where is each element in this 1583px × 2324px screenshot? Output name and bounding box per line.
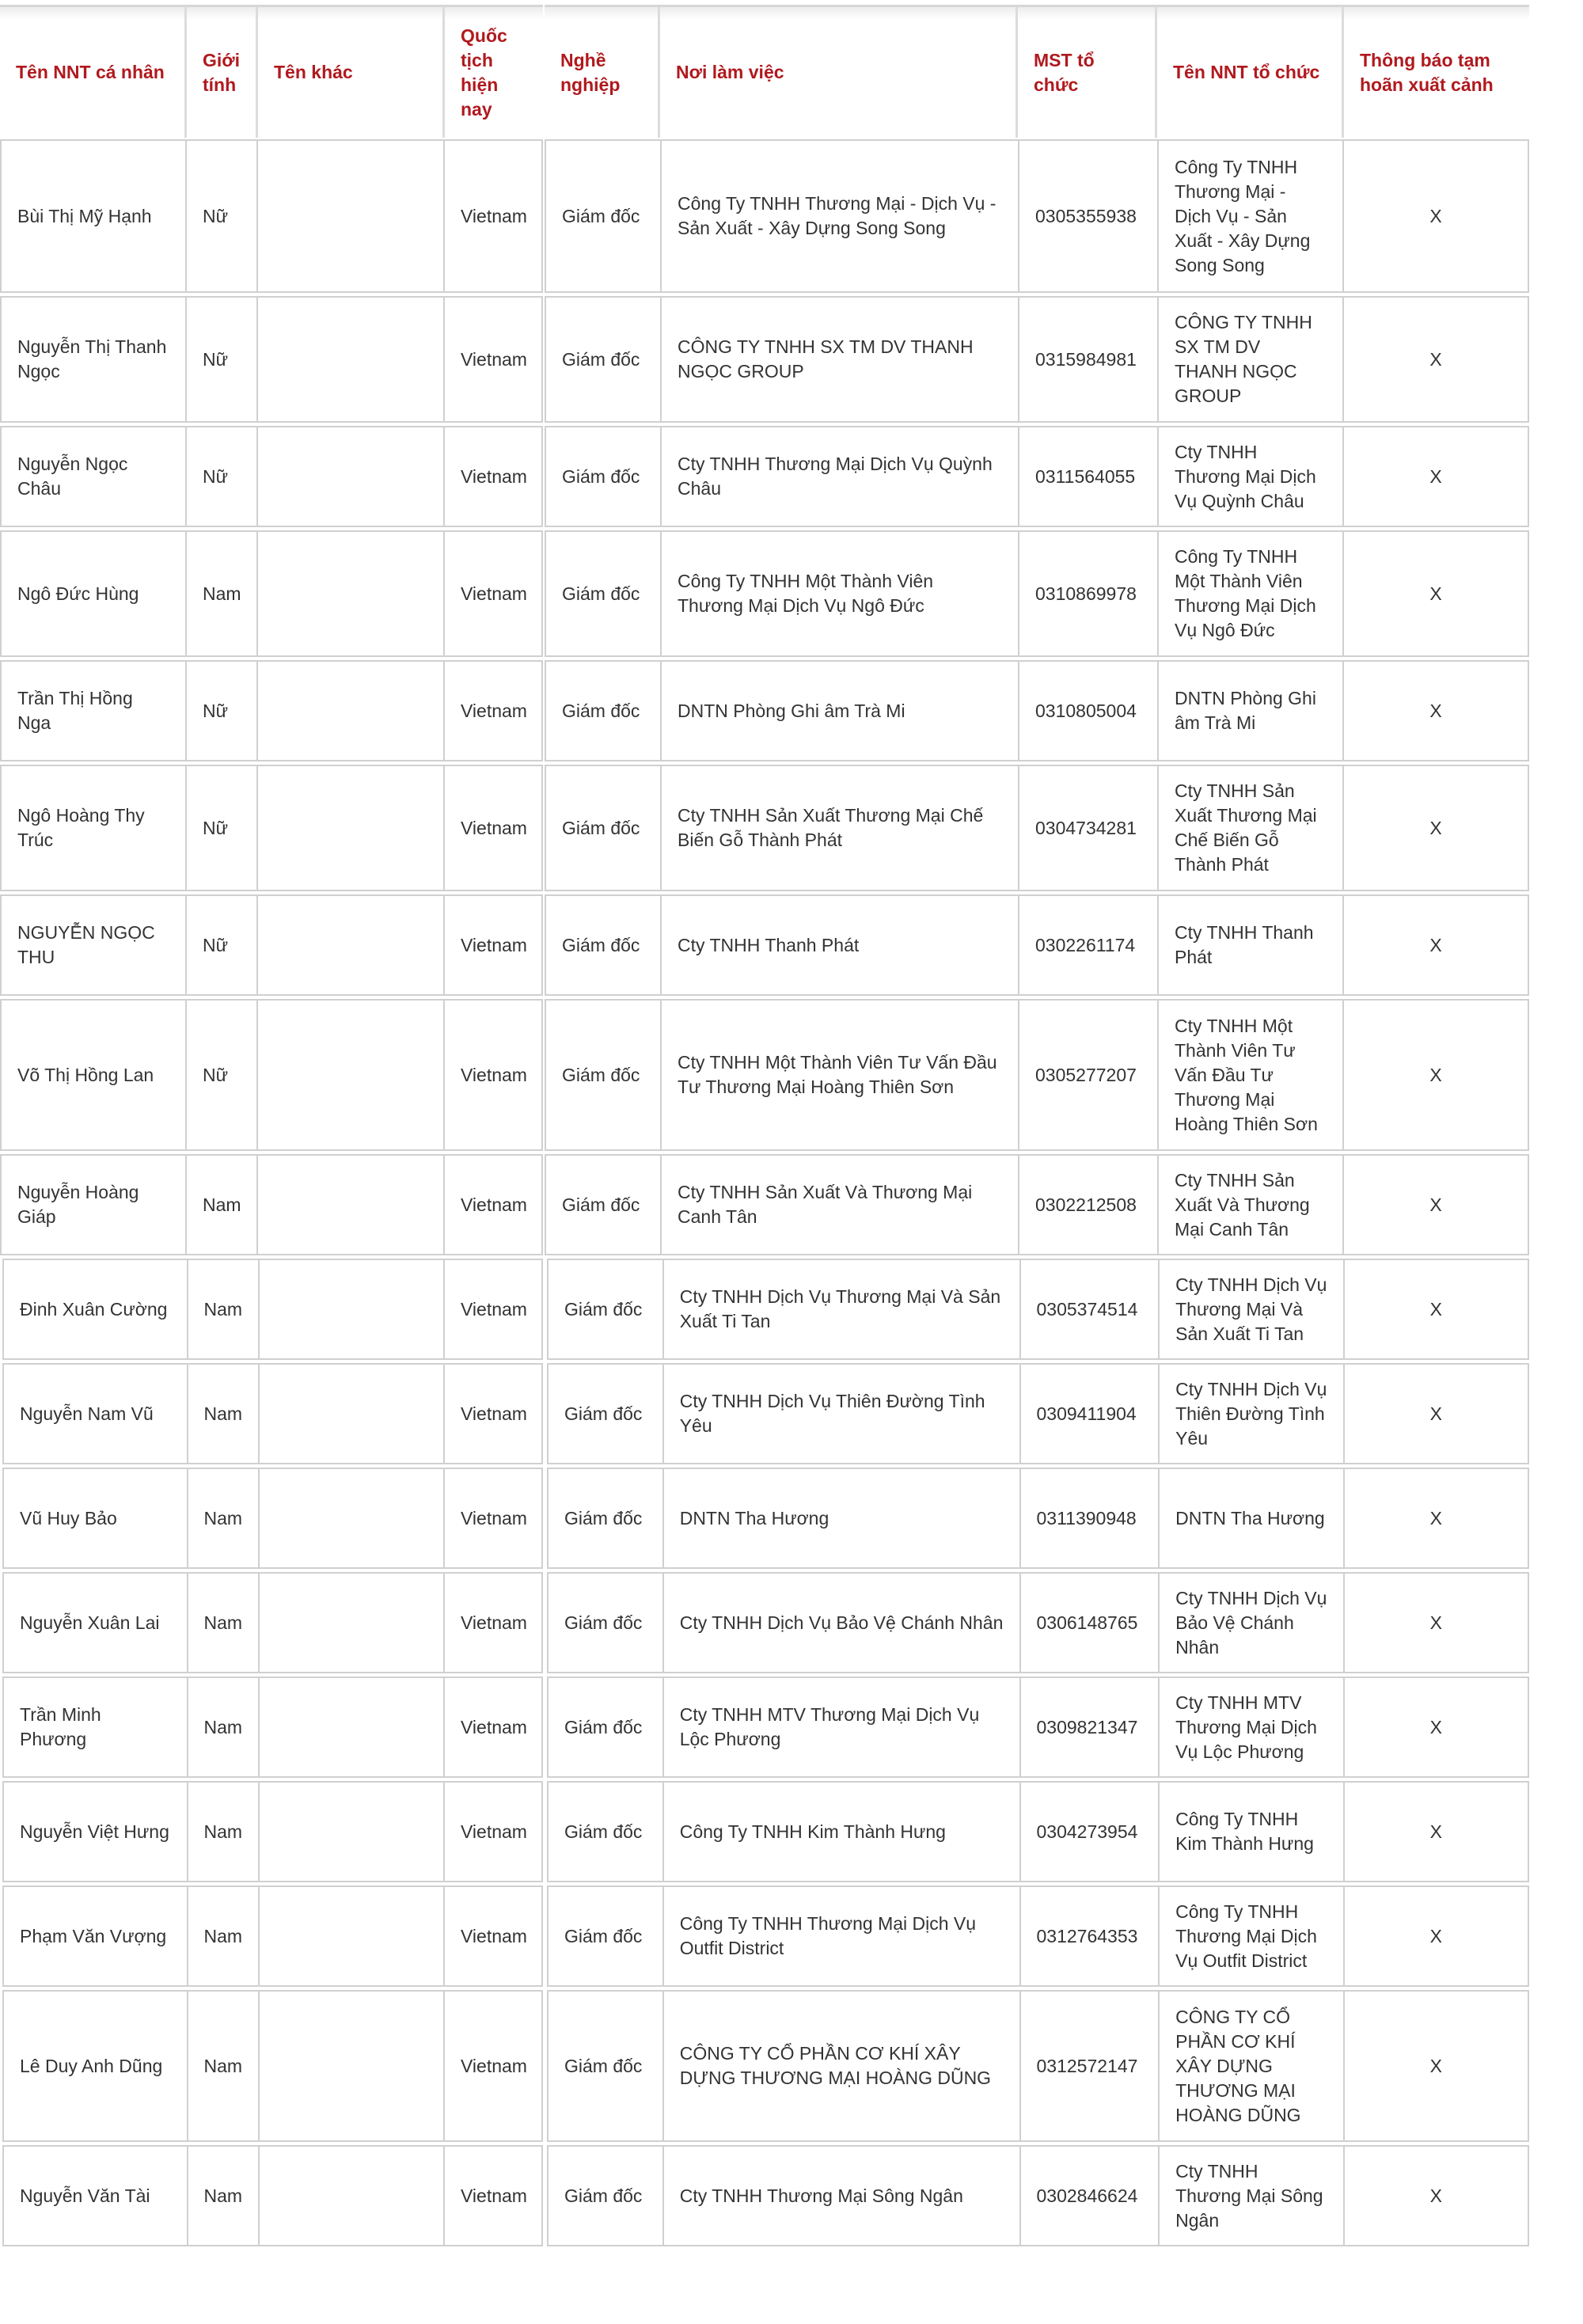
cell-other-name: [260, 1260, 446, 1358]
cell-workplace: Cty TNHH Thanh Phát: [662, 896, 1019, 994]
cell-occupation: Giám đốc: [549, 2147, 664, 2245]
cell-org-name: CÔNG TY TNHH SX TM DV THANH NGỌC GROUP: [1159, 298, 1344, 421]
table-header-organization: [545, 5, 1529, 138]
cell-nationality: Vietnam: [461, 1821, 527, 1842]
cell-other-name: [260, 1783, 446, 1881]
cell-workplace: CÔNG TY TNHH SX TM DV THANH NGỌC GROUP: [662, 298, 1019, 421]
header-org-name: Tên NNT tổ chức: [1157, 7, 1344, 138]
cell-occupation: Giám đốc: [546, 298, 662, 421]
cell-gender: Nữ: [187, 1001, 258, 1149]
cell-nationality: Vietnam: [461, 934, 527, 955]
cell-gender: Nữ: [187, 662, 258, 760]
cell-gender: Nữ: [187, 896, 258, 994]
table-row: [2, 1990, 543, 2142]
cell-nationality: Vietnam: [461, 1403, 527, 1424]
cell-occupation: Giám đốc: [546, 896, 662, 994]
cell-gender: Nam: [188, 1365, 260, 1463]
cell-notice-mark: X: [1429, 1194, 1442, 1215]
header-nationality: Quốc tịch hiện nay: [461, 25, 507, 120]
cell-notice-mark: X: [1429, 817, 1442, 838]
table-row: [545, 1154, 1529, 1255]
cell-other-name: [258, 662, 445, 760]
cell-name: Nguyễn Thị Thanh Ngọc: [2, 298, 187, 421]
cell-occupation: Giám đốc: [546, 427, 662, 526]
cell-org-name: Công Ty TNHH Một Thành Viên Thương Mại Dịch Vụ Ngô Đức: [1159, 532, 1344, 655]
table-row: [547, 1363, 1529, 1464]
cell-nationality: Vietnam: [461, 1064, 527, 1085]
cell-occupation: Giám đốc: [546, 1156, 662, 1254]
cell-nationality: Vietnam: [461, 1925, 527, 1946]
cell-org-tax-id: 0302846624: [1021, 2147, 1160, 2245]
cell-workplace: Cty TNHH MTV Thương Mại Dịch Vụ Lộc Phương: [664, 1678, 1021, 1776]
cell-org-tax-id: 0302212508: [1019, 1156, 1159, 1254]
cell-name: Phạm Văn Vượng: [4, 1887, 188, 1985]
cell-other-name: [260, 1574, 446, 1672]
cell-gender: Nam: [188, 2147, 260, 2245]
cell-org-tax-id: 0304273954: [1021, 1783, 1160, 1881]
cell-notice-mark: X: [1429, 205, 1442, 226]
cell-name: Nguyễn Nam Vũ: [4, 1365, 188, 1463]
cell-name: Nguyễn Việt Hưng: [4, 1783, 188, 1881]
header-notice: Thông báo tạm hoãn xuất cảnh: [1360, 49, 1494, 95]
cell-org-name: Cty TNHH Sản Xuất Và Thương Mại Canh Tân: [1159, 1156, 1344, 1254]
cell-org-name: Công Ty TNHH Thương Mại Dịch Vụ Outfit District: [1160, 1887, 1344, 1985]
cell-workplace: CÔNG TY CỔ PHẦN CƠ KHÍ XÂY DỰNG THƯƠNG MẠI HOÀNG DŨNG: [664, 1992, 1021, 2140]
table-row: [2, 1677, 543, 1778]
cell-workplace: Cty TNHH Dịch Vụ Thiên Đường Tình Yêu: [664, 1365, 1021, 1463]
cell-org-tax-id: 0311564055: [1019, 427, 1159, 526]
table-row: [0, 765, 543, 891]
cell-workplace: DNTN Phòng Ghi âm Trà Mi: [662, 662, 1019, 760]
cell-other-name: [258, 1156, 445, 1254]
cell-org-name: Cty TNHH Dịch Vụ Bảo Vệ Chánh Nhân: [1160, 1574, 1344, 1672]
table-row: [0, 296, 543, 423]
header-name: Tên NNT cá nhân: [0, 7, 187, 138]
table-row: [0, 1154, 543, 1255]
cell-org-name: Cty TNHH Dịch Vụ Thiên Đường Tình Yêu: [1160, 1365, 1344, 1463]
cell-org-name: Công Ty TNHH Thương Mại - Dịch Vụ - Sản Xuất - Xây Dựng Song Song: [1159, 141, 1344, 291]
cell-other-name: [260, 1678, 446, 1776]
table-row: [2, 1781, 543, 1882]
table-header-personal: [0, 5, 543, 138]
cell-occupation: Giám đốc: [549, 1992, 664, 2140]
cell-nationality: Vietnam: [461, 1716, 527, 1737]
cell-workplace: Cty TNHH Sản Xuất Và Thương Mại Canh Tân: [662, 1156, 1019, 1254]
cell-other-name: [258, 1001, 445, 1149]
cell-gender: Nam: [188, 1574, 260, 1672]
cell-occupation: Giám đốc: [549, 1365, 664, 1463]
cell-name: Võ Thị Hồng Lan: [2, 1001, 187, 1149]
table-row: [547, 1468, 1529, 1569]
cell-occupation: Giám đốc: [546, 662, 662, 760]
cell-org-tax-id: 0309821347: [1021, 1678, 1160, 1776]
cell-gender: Nữ: [187, 141, 258, 291]
cell-org-name: Cty TNHH MTV Thương Mại Dịch Vụ Lộc Phương: [1160, 1678, 1344, 1776]
cell-org-name: Cty TNHH Thanh Phát: [1159, 896, 1344, 994]
cell-occupation: Giám đốc: [549, 1574, 664, 1672]
cell-gender: Nam: [188, 1260, 260, 1358]
table-row: [547, 1572, 1529, 1673]
cell-workplace: Công Ty TNHH Thương Mại - Dịch Vụ - Sản Xuất - Xây Dựng Song Song: [662, 141, 1019, 291]
table-row: [2, 1468, 543, 1569]
cell-notice-mark: X: [1429, 1507, 1442, 1528]
cell-name: Nguyễn Ngọc Châu: [2, 427, 187, 526]
cell-other-name: [260, 1992, 446, 2140]
personal-table-body: [0, 139, 543, 2250]
cell-notice-mark: X: [1429, 465, 1442, 487]
cell-notice-mark: X: [1429, 2055, 1442, 2076]
cell-nationality: Vietnam: [461, 205, 527, 226]
cell-notice-mark: X: [1429, 1612, 1442, 1633]
cell-notice-mark: X: [1429, 2185, 1442, 2206]
cell-nationality: Vietnam: [461, 1298, 527, 1320]
header-gender: Giới tính: [187, 7, 258, 138]
header-occupation: Nghề nghiệp: [545, 7, 660, 138]
cell-other-name: [260, 1887, 446, 1985]
table-row: [2, 1885, 543, 1987]
cell-name: Nguyễn Văn Tài: [4, 2147, 188, 2245]
table-row: [547, 1885, 1529, 1987]
cell-org-tax-id: 0306148765: [1021, 1574, 1160, 1672]
table-row: [545, 139, 1529, 293]
cell-notice-mark: X: [1429, 1925, 1442, 1946]
cell-other-name: [258, 427, 445, 526]
cell-other-name: [260, 1469, 446, 1567]
cell-org-name: Cty TNHH Thương Mại Sông Ngân: [1160, 2147, 1344, 2245]
cell-other-name: [258, 141, 445, 291]
table-row: [2, 1363, 543, 1464]
table-row: [0, 894, 543, 996]
cell-gender: Nữ: [187, 766, 258, 890]
cell-occupation: Giám đốc: [549, 1887, 664, 1985]
cell-name: Đinh Xuân Cường: [4, 1260, 188, 1358]
cell-org-tax-id: 0312764353: [1021, 1887, 1160, 1985]
table-row: [2, 1572, 543, 1673]
cell-name: Ngô Đức Hùng: [2, 532, 187, 655]
cell-workplace: Cty TNHH Thương Mại Dịch Vụ Quỳnh Châu: [662, 427, 1019, 526]
cell-nationality: Vietnam: [461, 700, 527, 721]
cell-name: Nguyễn Hoàng Giáp: [2, 1156, 187, 1254]
table-row: [545, 999, 1529, 1151]
table-row: [545, 296, 1529, 423]
cell-org-name: DNTN Phòng Ghi âm Trà Mi: [1159, 662, 1344, 760]
cell-workplace: DNTN Tha Hương: [664, 1469, 1021, 1567]
cell-name: Ngô Hoàng Thy Trúc: [2, 766, 187, 890]
cell-notice-mark: X: [1429, 700, 1442, 721]
cell-org-tax-id: 0312572147: [1021, 1992, 1160, 2140]
cell-org-tax-id: 0309411904: [1021, 1365, 1160, 1463]
cell-nationality: Vietnam: [461, 465, 527, 487]
table-row: [0, 426, 543, 527]
cell-gender: Nam: [188, 1783, 260, 1881]
cell-notice-mark: X: [1429, 348, 1442, 370]
cell-org-tax-id: 0304734281: [1019, 766, 1159, 890]
cell-name: Trần Thị Hồng Nga: [2, 662, 187, 760]
table-row: [545, 765, 1529, 891]
cell-notice-mark: X: [1429, 1716, 1442, 1737]
cell-nationality: Vietnam: [461, 1194, 527, 1215]
cell-name: Lê Duy Anh Dũng: [4, 1992, 188, 2140]
cell-name: NGUYỄN NGỌC THU: [2, 896, 187, 994]
cell-org-tax-id: 0310805004: [1019, 662, 1159, 760]
table-row: [545, 660, 1529, 761]
cell-org-tax-id: 0310869978: [1019, 532, 1159, 655]
cell-org-name: Cty TNHH Sản Xuất Thương Mại Chế Biến Gỗ Thành Phát: [1159, 766, 1344, 890]
cell-nationality: Vietnam: [461, 348, 527, 370]
cell-gender: Nam: [188, 1678, 260, 1776]
table-row: [547, 1990, 1529, 2142]
cell-occupation: Giám đốc: [549, 1678, 664, 1776]
cell-name: Vũ Huy Bảo: [4, 1469, 188, 1567]
cell-name: Trần Minh Phương: [4, 1678, 188, 1776]
cell-org-tax-id: 0315984981: [1019, 298, 1159, 421]
cell-notice-mark: X: [1429, 1821, 1442, 1842]
cell-org-tax-id: 0305374514: [1021, 1260, 1160, 1358]
cell-other-name: [258, 896, 445, 994]
cell-name: Nguyễn Xuân Lai: [4, 1574, 188, 1672]
cell-other-name: [260, 2147, 446, 2245]
cell-notice-mark: X: [1429, 1403, 1442, 1424]
cell-gender: Nam: [188, 1469, 260, 1567]
cell-gender: Nam: [188, 1887, 260, 1985]
cell-workplace: Cty TNHH Một Thành Viên Tư Vấn Đầu Tư Thương Mại Hoàng Thiên Sơn: [662, 1001, 1019, 1149]
table-row: [2, 1259, 543, 1360]
cell-notice-mark: X: [1429, 1064, 1442, 1085]
cell-org-name: Cty TNHH Một Thành Viên Tư Vấn Đầu Tư Thương Mại Hoàng Thiên Sơn: [1159, 1001, 1344, 1149]
cell-workplace: Công Ty TNHH Một Thành Viên Thương Mại Dịch Vụ Ngô Đức: [662, 532, 1019, 655]
cell-gender: Nữ: [187, 427, 258, 526]
cell-workplace: Công Ty TNHH Kim Thành Hưng: [664, 1783, 1021, 1881]
table-row: [547, 1677, 1529, 1778]
cell-nationality: Vietnam: [461, 583, 527, 604]
cell-other-name: [258, 298, 445, 421]
cell-occupation: Giám đốc: [546, 532, 662, 655]
cell-occupation: Giám đốc: [549, 1260, 664, 1358]
cell-notice-mark: X: [1429, 934, 1442, 955]
cell-occupation: Giám đốc: [549, 1783, 664, 1881]
table-row: [0, 530, 543, 657]
cell-gender: Nữ: [187, 298, 258, 421]
cell-org-tax-id: 0311390948: [1021, 1469, 1160, 1567]
table-row: [2, 2145, 543, 2246]
cell-org-tax-id: 0305355938: [1019, 141, 1159, 291]
cell-org-name: Cty TNHH Thương Mại Dịch Vụ Quỳnh Châu: [1159, 427, 1344, 526]
cell-nationality: Vietnam: [461, 1612, 527, 1633]
cell-other-name: [260, 1365, 446, 1463]
cell-workplace: Cty TNHH Sản Xuất Thương Mại Chế Biến Gỗ Thành Phát: [662, 766, 1019, 890]
table-row: [0, 999, 543, 1151]
table-row: [545, 530, 1529, 657]
cell-workplace: Cty TNHH Dịch Vụ Bảo Vệ Chánh Nhân: [664, 1574, 1021, 1672]
cell-nationality: Vietnam: [461, 1507, 527, 1528]
table-row: [545, 894, 1529, 996]
cell-gender: Nam: [188, 1992, 260, 2140]
cell-gender: Nam: [187, 1156, 258, 1254]
header-org-tax-id: MST tổ chức: [1018, 7, 1157, 138]
cell-nationality: Vietnam: [461, 817, 527, 838]
cell-org-tax-id: 0305277207: [1019, 1001, 1159, 1149]
table-row: [547, 1781, 1529, 1882]
cell-org-name: DNTN Tha Hương: [1160, 1469, 1344, 1567]
header-workplace: Nơi làm việc: [660, 7, 1018, 138]
cell-occupation: Giám đốc: [546, 766, 662, 890]
cell-org-name: Công Ty TNHH Kim Thành Hưng: [1160, 1783, 1344, 1881]
cell-name: Bùi Thị Mỹ Hạnh: [2, 141, 187, 291]
cell-workplace: Cty TNHH Thương Mại Sông Ngân: [664, 2147, 1021, 2245]
table-row: [547, 2145, 1529, 2246]
table-row: [0, 660, 543, 761]
cell-org-tax-id: 0302261174: [1019, 896, 1159, 994]
cell-notice-mark: X: [1429, 583, 1442, 604]
cell-org-name: Cty TNHH Dịch Vụ Thương Mại Và Sản Xuất Ti Tan: [1160, 1260, 1344, 1358]
table-row: [547, 1259, 1529, 1360]
cell-other-name: [258, 766, 445, 890]
cell-nationality: Vietnam: [461, 2185, 527, 2206]
cell-nationality: Vietnam: [461, 2055, 527, 2076]
cell-occupation: Giám đốc: [546, 1001, 662, 1149]
cell-other-name: [258, 532, 445, 655]
cell-workplace: Công Ty TNHH Thương Mại Dịch Vụ Outfit District: [664, 1887, 1021, 1985]
cell-workplace: Cty TNHH Dịch Vụ Thương Mại Và Sản Xuất Ti Tan: [664, 1260, 1021, 1358]
cell-occupation: Giám đốc: [549, 1469, 664, 1567]
cell-occupation: Giám đốc: [546, 141, 662, 291]
cell-notice-mark: X: [1429, 1298, 1442, 1320]
header-other-name: Tên khác: [258, 7, 445, 138]
cell-gender: Nam: [187, 532, 258, 655]
table-row: [545, 426, 1529, 527]
table-row: [0, 139, 543, 293]
organization-table-body: [545, 139, 1529, 2250]
cell-org-name: CÔNG TY CỔ PHẦN CƠ KHÍ XÂY DỰNG THƯƠNG MẠI HOÀNG DŨNG: [1160, 1992, 1344, 2140]
